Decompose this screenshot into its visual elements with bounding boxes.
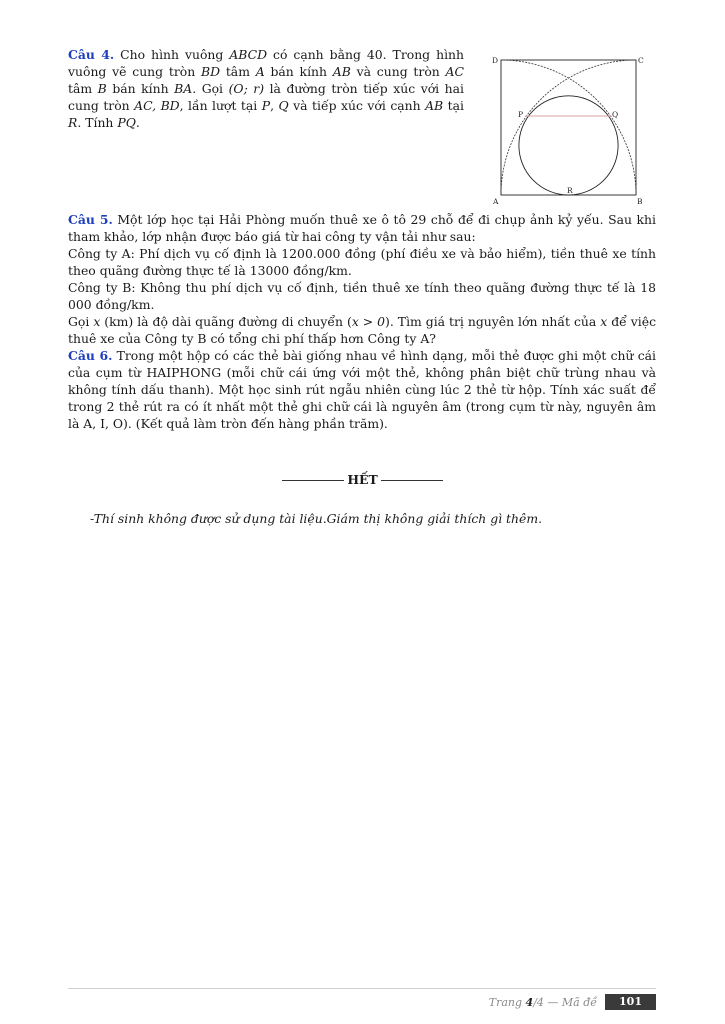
end-dash-right (381, 480, 443, 481)
question-5-intro: Câu 5. Một lớp học tại Hải Phòng muốn thuê xe ô tô 29 chỗ để đi chụp ảnh kỷ yếu. Sau khi tham khảo, lớp nhận được báo giá từ hai công ty vận tải như sau: (68, 212, 656, 244)
label-r: R (567, 186, 573, 195)
square-abcd (501, 60, 636, 195)
footer-divider (68, 988, 656, 989)
question-5-company-a: Công ty A: Phí dịch vụ cố định là 1200.000 đồng (phí điều xe và bảo hiểm), tiền thuê xe tính theo quãng đường thực tế là 13000 đồng/km. (68, 246, 656, 278)
square-arcs-figure (487, 52, 647, 208)
arc-ac (501, 60, 636, 195)
label-c: C (638, 56, 644, 65)
end-text: HẾT (347, 472, 378, 487)
footer-page-number: 4 (525, 995, 534, 1009)
label-a: A (493, 197, 499, 206)
end-marker (0, 472, 725, 487)
question-4: Câu 4. Cho hình vuông ABCD có cạnh bằng 40. Trong hình vuông vẽ cung tròn BD tâm A bán kính AB và cung tròn AC tâm B bán kính BA. Gọi (O; r) là đường tròn tiếp xúc với hai cung tròn AC, BD, lần lượt tại P, Q và tiếp xúc với cạnh AB tại R. Tính PQ. (68, 47, 464, 130)
circle-o (519, 96, 618, 195)
label-d: D (492, 56, 499, 65)
question-5-company-b: Công ty B: Không thu phí dịch vụ cố định, tiền thuê xe tính theo quãng đường thực tế là 18 000 đồng/km. (68, 280, 656, 312)
label-b: B (637, 197, 643, 206)
question-5-label: Câu 5. (68, 212, 113, 227)
footer-page-sep: /4 — Mã đề (533, 995, 598, 1009)
exam-note: -Thí sinh không được sử dụng tài liệu.Giám thị không giải thích gì thêm. (90, 511, 543, 526)
footer-page-prefix: Trang (488, 995, 523, 1009)
page-footer (489, 994, 656, 1010)
end-dash-left (282, 480, 344, 481)
question-5-ask: Gọi x (km) là độ dài quãng đường di chuyển (x > 0). Tìm giá trị nguyên lớn nhất của x để việc thuê xe của Công ty B có tổng chi phí thấp hơn Công ty A? (68, 314, 657, 346)
label-p: P (518, 110, 524, 119)
question-6-label: Câu 6. (68, 348, 113, 363)
label-q: Q (612, 110, 619, 119)
question-4-label: Câu 4. (68, 47, 115, 62)
arc-bd (501, 60, 636, 195)
question-6: Câu 6. Trong một hộp có các thẻ bài giống nhau về hình dạng, mỗi thẻ được ghi một chữ cái của cụm từ HAIPHONG (mỗi chữ cái ứng với một thẻ, không phân biệt chữ trùng nhau và không tính dấu thanh). Một học sinh rút ngẫu nhiên cùng lúc 2 thẻ từ hộp. Tính xác suất để trong 2 thẻ rút ra có ít nhất một thẻ ghi chữ cái là nguyên âm (trong cụm từ này, nguyên âm là A, I, O). (Kết quả làm tròn đến hàng phần trăm). (68, 348, 656, 431)
exam-code-badge: 101 (605, 994, 656, 1010)
questions-5-6 (68, 211, 656, 432)
